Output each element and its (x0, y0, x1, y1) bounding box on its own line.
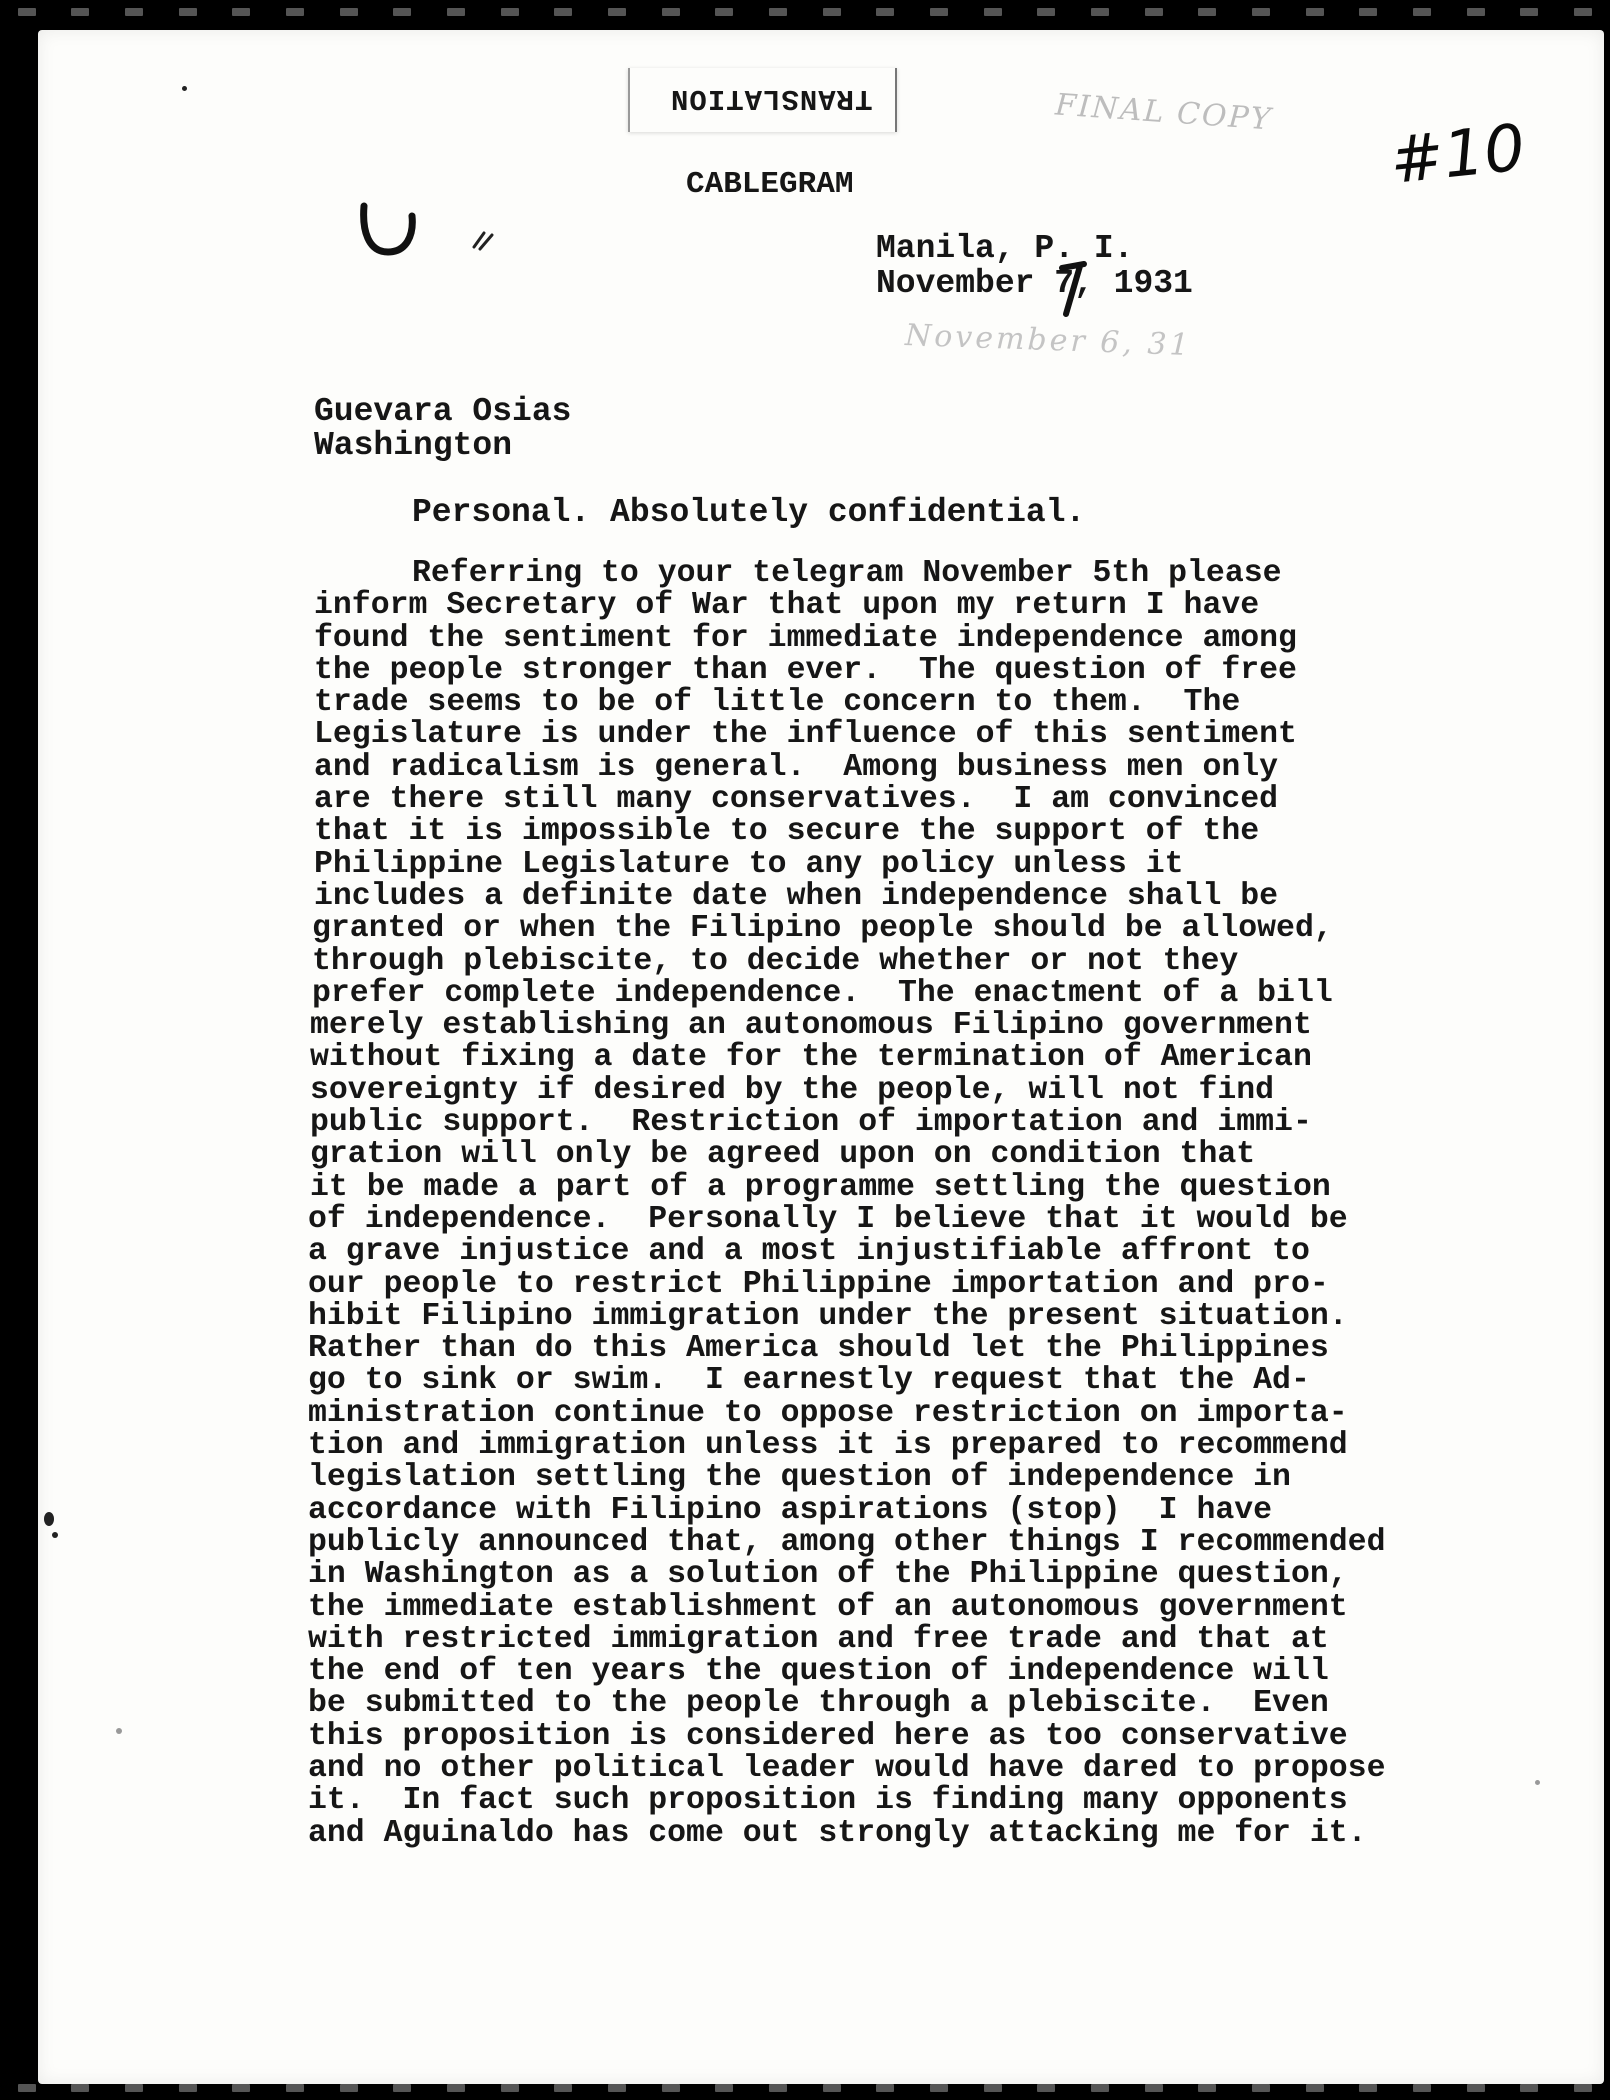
pencil-date-correction: November 6, 31 (904, 318, 1193, 363)
body-line: and no other political leader would have dared to propose (308, 1750, 1386, 1786)
recipient-name: Guevara Osias (314, 393, 572, 430)
body-line: are there still many conservatives. I am convinced (314, 782, 1279, 818)
body-line: public support. Restriction of importation and immi- (310, 1105, 1312, 1141)
recipient-city: Washington (314, 427, 513, 464)
body-line: legislation settling the question of independence in (308, 1460, 1291, 1496)
body-line: Legislature is under the influence of this sentiment (314, 717, 1297, 753)
body-line: a grave injustice and a most injustifiable affront to (308, 1234, 1310, 1270)
body-line: our people to restrict Philippine importation and pro- (308, 1266, 1329, 1302)
film-edge-bottom (0, 2084, 1610, 2096)
body-line: this proposition is considered here as too conservative (308, 1718, 1348, 1754)
ink-speck (44, 1512, 54, 1526)
ink-speck (1535, 1780, 1540, 1785)
dateline-place: Manila, P. I. (876, 230, 1134, 267)
body-line: the people stronger than ever. The question of free (314, 652, 1297, 688)
body-line: the end of ten years the question of independence will (308, 1654, 1329, 1690)
body-line: in Washington as a solution of the Philippine question, (308, 1557, 1348, 1593)
ink-speck (182, 86, 187, 91)
body-line: and radicalism is general. Among business men only (314, 749, 1279, 785)
handwritten-tick-mark (470, 225, 500, 255)
body-line: be submitted to the people through a plebiscite. Even (308, 1686, 1329, 1722)
pencil-note: FINAL COPY (1054, 87, 1274, 138)
body-line: through plebiscite, to decide whether or not they (312, 943, 1239, 979)
body-line: of independence. Personally I believe that it would be (308, 1201, 1348, 1237)
body-line: granted or when the Filipino people should be allowed, (312, 911, 1333, 947)
body-line: publicly announced that, among other things I recommended (308, 1524, 1386, 1560)
body-line: sovereignty if desired by the people, will not find (310, 1072, 1275, 1108)
handwritten-u-mark (358, 200, 418, 260)
body-line: it be made a part of a programme settling the question (310, 1169, 1331, 1205)
body-line: Philippine Legislature to any policy unless it (314, 846, 1184, 882)
body-line: and Aguinaldo has come out strongly attacking me for it. (308, 1815, 1367, 1851)
body-line: it. In fact such proposition is finding many opponents (308, 1783, 1348, 1819)
body-line: go to sink or swim. I earnestly request that the Ad- (308, 1363, 1310, 1399)
message-body (308, 558, 1418, 1850)
body-line: hibit Filipino immigration under the present situation. (308, 1298, 1348, 1334)
body-line: includes a definite date when independence shall be (314, 878, 1279, 914)
body-line: the immediate establishment of an autonomous government (308, 1589, 1348, 1625)
body-line: tion and immigration unless it is prepared to recommend (308, 1428, 1348, 1464)
document-number: #10 (1386, 111, 1529, 199)
body-line: with restricted immigration and free trade and that at (308, 1621, 1329, 1657)
date-correction-stroke (1058, 258, 1088, 318)
film-edge-top (0, 8, 1610, 20)
body-line: accordance with Filipino aspirations (stop) I have (308, 1492, 1273, 1528)
dateline-date: November 7, 1931 (876, 265, 1193, 302)
document-title: CABLEGRAM (686, 167, 854, 202)
body-line: prefer complete independence. The enactment of a bill (312, 975, 1333, 1011)
translation-stamp: TRANSLATION (670, 82, 873, 115)
body-line: found the sentiment for immediate independence among (314, 620, 1297, 656)
body-line: Referring to your telegram November 5th please (412, 556, 1282, 591)
ink-speck (52, 1532, 58, 1538)
body-line: gration will only be agreed upon on condition that (310, 1137, 1256, 1173)
body-line: Rather than do this America should let the Philippines (308, 1331, 1329, 1367)
body-line: ministration continue to oppose restriction on importa- (308, 1395, 1348, 1431)
body-line: trade seems to be of little concern to them. The (314, 685, 1241, 721)
body-line: without fixing a date for the termination of American (310, 1040, 1312, 1076)
body-line: that it is impossible to secure the support of the (314, 814, 1260, 850)
body-line: inform Secretary of War that upon my return I have (314, 588, 1260, 624)
ink-speck (116, 1728, 122, 1734)
body-line: merely establishing an autonomous Filipino government (310, 1008, 1312, 1044)
salutation-line: Personal. Absolutely confidential. (412, 494, 1086, 531)
